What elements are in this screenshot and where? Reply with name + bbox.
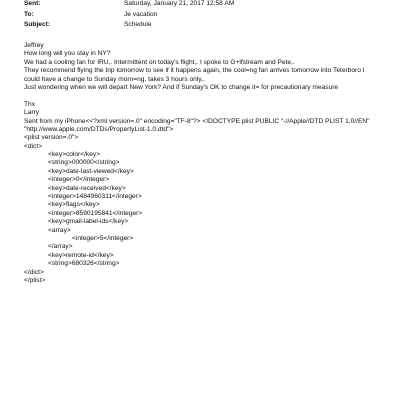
dict-line: <integer>8590195841</integer> [48, 209, 143, 217]
dict-line: <key>gmail-label-ids</key> [48, 218, 129, 226]
closing: Thx [24, 100, 35, 108]
header-value: Schedule [124, 21, 152, 28]
greeting: Jeffrey [24, 42, 44, 49]
dict-line: <string>000000</string> [48, 159, 120, 167]
header-row-subject [24, 21, 384, 32]
dict-line: <string>680326</string> [48, 260, 120, 268]
paragraph-gap [24, 92, 384, 100]
dict-line: <key>date-received</key> [48, 184, 126, 192]
dtd-url-line: "http://www.apple.com/DTDs/PropertyList-1.0.dtd"> [24, 125, 174, 133]
dict-line: <integer>0</integer> [48, 176, 110, 184]
dict-open-line: <dict> [24, 142, 42, 150]
dict-line: <key>remote-id</key> [48, 251, 114, 259]
header-row-to [24, 11, 384, 22]
header-row-sent [24, 0, 384, 11]
header-label: Sent: [24, 0, 41, 7]
header-label: To: [24, 10, 34, 18]
dict-line: <key>color</key> [48, 151, 101, 159]
email-body [24, 42, 384, 285]
dict-line: <key>date-last-viewed</key> [48, 167, 134, 175]
plist-close-line: </plist> [24, 276, 46, 284]
header-value: Je vacation [124, 10, 158, 18]
dict-line: <integer>1484960311</integer> [48, 193, 142, 201]
header-label: Subject: [24, 21, 51, 28]
message-line: Just wondering when we will depart New York? And if Sunday's OK to change it= for precautionary measure [24, 83, 339, 91]
dict-close-line: </dict> [24, 268, 44, 276]
plist-open-line: <plist version=.0"> [24, 134, 79, 142]
array-item-line: <integer>5</integer> [72, 234, 134, 242]
signature: Larry [24, 109, 40, 117]
message-line: could have a change to Sunday morn=ng, takes 3 hours only,. [24, 75, 205, 83]
sent-from-line: Sent from my iPhone<<?xml version=.0" encoding="TF-8"?> <!DOCTYPE plist PUBLIC "-//Apple//DTD PLIST 1.0//EN" [24, 117, 370, 125]
dict-line: <key>flags</key> [48, 201, 100, 209]
message-line: How long will you stay in NY? [24, 50, 111, 58]
message-line: We had a cooling fan for IRU,. Intermittent on today's flight,. I spoke to G+lfstream and Pete,. [24, 58, 295, 66]
header-value: Saturday, January 21, 2017 12:58 AM [124, 0, 235, 7]
dict-line: </array> [48, 243, 73, 251]
email-header [24, 0, 384, 32]
message-line: They recommend flying the trip tomorrow to see if it happens again, the cool=ng fan arrives tomorrow into Teterboro I [24, 67, 365, 75]
dict-line: <array> [48, 226, 71, 234]
